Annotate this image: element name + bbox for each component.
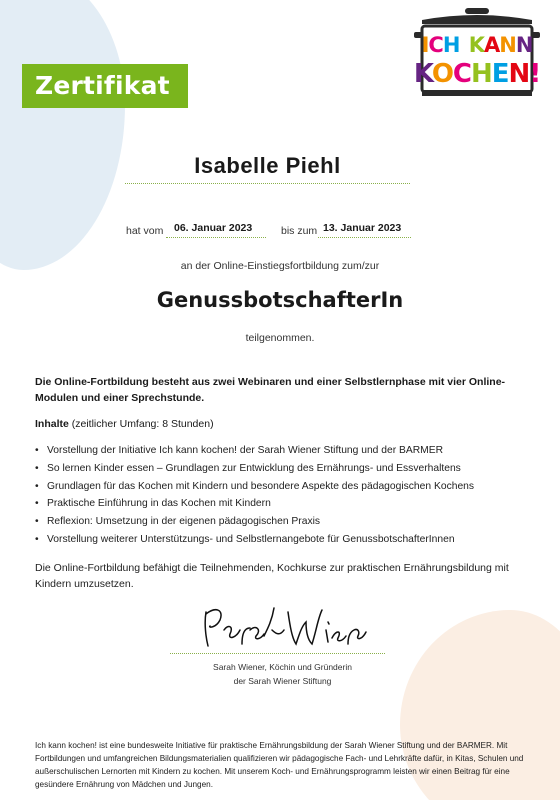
participated-text: teilgenommen. bbox=[245, 332, 315, 344]
closing-text: Die Online-Fortbildung befähigt die Teilnehmenden, Kochkurse zur praktischen Ernährungsbildung mit Kindern umzusetzen. bbox=[35, 562, 509, 590]
signature-line bbox=[170, 653, 385, 654]
list-item: • Grundlagen für das Kochen mit Kindern und besondere Aspekte des pädagogischen Kochens bbox=[35, 478, 525, 496]
course-intro: an der Online-Einstiegsfortbildung zum/zur bbox=[180, 260, 380, 272]
date-to-value: 13. Januar 2023 bbox=[323, 222, 402, 234]
contents-heading bbox=[35, 418, 214, 430]
name-underline bbox=[125, 183, 410, 184]
recipient-name: Isabelle Piehl bbox=[194, 153, 341, 178]
list-item: • Vorstellung der Initiative Ich kann kochen! der Sarah Wiener Stiftung und der BARMER bbox=[35, 442, 525, 460]
course-description: Die Online-Fortbildung besteht aus zwei Webinaren und einer Selbstlernphase mit vier Online-Modulen und einer Sprechstunde. bbox=[35, 376, 506, 404]
background-shape-left bbox=[0, 0, 125, 270]
date-to-label: bis zum bbox=[281, 225, 318, 237]
svg-text:KOCHEN!: KOCHEN! bbox=[413, 59, 541, 89]
date-to-underline bbox=[318, 237, 411, 238]
signature-caption-line1: Sarah Wiener, Köchin und Gründerin bbox=[213, 662, 352, 672]
list-item: • So lernen Kinder essen – Grundlagen zur Entwicklung des Ernährungs- und Essverhaltens bbox=[35, 460, 525, 478]
date-from-underline bbox=[166, 237, 266, 238]
ich-kann-kochen-logo bbox=[410, 6, 544, 100]
footer-text: Ich kann kochen! ist eine bundesweite Initiative für praktische Ernährungsbildung der Sarah Wiener Stiftung und der BARMER. Mit Fortbildungen und umfangreichen Bildungsmaterialien qualifizieren wir pädagogische Fach- und Lehrkräfte dafür, in Kitas, Schulen und außerschulischen Lernorten mit Kindern zu kochen. Mit unserem Koch- und Ernährungsprogramm leisten wir einen Beitrag für eine gesündere Ernährung von Mädchen und Jungen. bbox=[35, 741, 524, 789]
date-from-value: 06. Januar 2023 bbox=[174, 222, 253, 234]
contents-heading-label: Inhalte bbox=[35, 418, 69, 430]
certificate-badge: Zertifikat bbox=[22, 64, 188, 108]
signature-caption bbox=[170, 660, 395, 688]
signature-caption-line2: der Sarah Wiener Stiftung bbox=[233, 676, 332, 686]
list-item: • Praktische Einführung in das Kochen mit Kindern bbox=[35, 495, 525, 513]
contents-list bbox=[35, 442, 525, 549]
list-item: • Reflexion: Umsetzung in der eigenen pädagogischen Praxis bbox=[35, 513, 525, 531]
date-from-label: hat vom bbox=[126, 225, 164, 237]
list-item: • Vorstellung weiterer Unterstützungs- und Selbstlernangebote für GenussbotschafterInnen bbox=[35, 531, 525, 549]
svg-text:ICH KANN: ICH KANN bbox=[421, 33, 533, 57]
contents-scope: (zeitlicher Umfang: 8 Stunden) bbox=[68, 418, 214, 430]
handwritten-signature bbox=[198, 600, 368, 655]
course-title: GenussbotschafterIn bbox=[156, 288, 404, 312]
